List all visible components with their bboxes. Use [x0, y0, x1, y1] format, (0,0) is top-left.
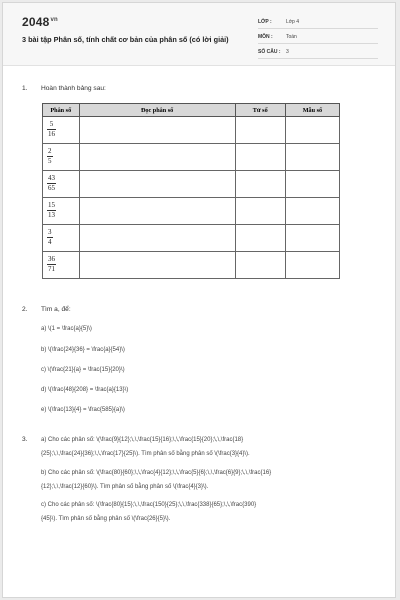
denominator-cell[interactable]	[285, 144, 339, 171]
numerator-cell[interactable]	[235, 198, 285, 225]
numerator-cell[interactable]	[235, 144, 285, 171]
question-2-item-a: a) \(1 = \frac{a}{5}\)	[41, 326, 92, 332]
table-row	[43, 171, 340, 198]
question-3-number: 3.	[22, 436, 28, 443]
meta-question-count: SỐ CÂU : 3	[258, 47, 378, 59]
reading-cell[interactable]	[79, 198, 235, 225]
col-header-fraction: Phân số	[43, 104, 80, 117]
question-1-number: 1.	[22, 85, 28, 92]
denominator-cell[interactable]	[285, 252, 339, 279]
col-header-denominator: Mẫu số	[285, 104, 339, 117]
numerator-cell[interactable]	[235, 117, 285, 144]
question-3c-line-2: {45}\). Tìm phân số bằng phân số \(\frac{26}{5}\).	[41, 516, 171, 522]
question-2-item-c: c) \(\frac{21}{a} = \frac{15}{20}\)	[41, 367, 125, 373]
fraction-cell	[43, 225, 80, 252]
fraction-table	[42, 103, 340, 279]
col-header-numerator: Tử số	[235, 104, 285, 117]
question-3a-line-2: {25};\,\,\frac{24}{36};\,\,\frac{17}{25}\). Tìm phân số bằng phân số \(\frac{3}{4}\).	[41, 451, 250, 457]
fraction-cell	[43, 144, 80, 171]
site-logo[interactable]: $2048^{vn}$	[22, 15, 58, 29]
question-2-number: 2.	[22, 306, 28, 313]
fraction-cell	[43, 171, 80, 198]
reading-cell[interactable]	[79, 252, 235, 279]
table-row	[43, 144, 340, 171]
question-3b-line-2: {12};\,\,\frac{12}{60}\). Tìm phân số bằng phân số \(\frac{4}{3}\).	[41, 484, 209, 490]
worksheet-page	[2, 2, 396, 598]
col-header-reading: Đọc phân số	[79, 104, 235, 117]
fraction: $\frac{5}{16}$	[48, 119, 55, 138]
numerator-cell[interactable]	[235, 171, 285, 198]
reading-cell[interactable]	[79, 225, 235, 252]
meta-class: LỚP : Lớp 4	[258, 17, 378, 29]
question-2-text: Tìm a, để:	[41, 306, 71, 313]
fraction-cell	[43, 252, 80, 279]
reading-cell[interactable]	[79, 117, 235, 144]
table-row	[43, 198, 340, 225]
denominator-cell[interactable]	[285, 198, 339, 225]
reading-cell[interactable]	[79, 171, 235, 198]
meta-subject: MÔN : Toán	[258, 32, 378, 44]
question-2-item-e: e) \(\frac{13}{4} = \frac{585}{a}\)	[41, 407, 125, 413]
question-2-item-b: b) \(\frac{24}{36} = \frac{a}{54}\)	[41, 347, 125, 353]
question-3b-line-1: b) Cho các phân số: \(\frac{80}{60};\,\,\frac{4}{12};\,\,\frac{5}{6};\,\,\frac{6}{9};\,\,\frac{16}	[41, 470, 272, 476]
question-1-text: Hoàn thành bảng sau:	[41, 85, 106, 92]
denominator-cell[interactable]	[285, 225, 339, 252]
page-header	[3, 3, 395, 66]
document-title: 3 bài tập Phân số, tính chất cơ bản của phân số (có lời giải)	[22, 35, 229, 44]
table-row	[43, 252, 340, 279]
numerator-cell[interactable]	[235, 252, 285, 279]
fraction: $\frac{36}{71}$	[48, 254, 55, 273]
fraction: $\frac{43}{65}$	[48, 173, 55, 192]
fraction-cell	[43, 198, 80, 225]
fraction: $\frac{2}{5}$	[48, 146, 52, 165]
fraction-cell	[43, 117, 80, 144]
fraction: $\frac{15}{13}$	[48, 200, 55, 219]
table-row	[43, 225, 340, 252]
numerator-cell[interactable]	[235, 225, 285, 252]
reading-cell[interactable]	[79, 144, 235, 171]
denominator-cell[interactable]	[285, 117, 339, 144]
fraction: $\frac{3}{4}$	[48, 227, 52, 246]
question-3a-line-1: a) Cho các phân số: \(\frac{9}{12};\,\,\frac{15}{16};\,\,\frac{15}{20};\,\,\frac{18}	[41, 437, 244, 443]
question-2-item-d: d) \(\frac{48}{208} = \frac{a}{13}\)	[41, 387, 129, 393]
question-3c-line-1: c) Cho các phân số: \(\frac{80}{15};\,\,\frac{150}{25};\,\,\frac{338}{65};\,\,\frac{390}	[41, 502, 257, 508]
table-row	[43, 117, 340, 144]
denominator-cell[interactable]	[285, 171, 339, 198]
